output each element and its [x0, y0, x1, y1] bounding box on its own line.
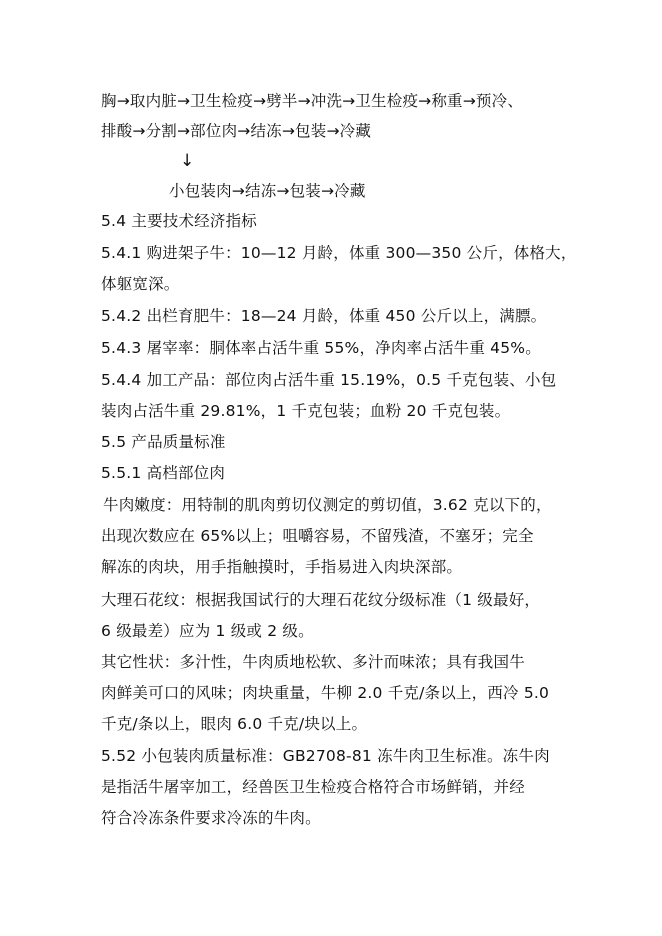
marbling-paragraph-line-1: 大理石花纹：根据我国试行的大理石花纹分级标准（1 级最好， [101, 591, 541, 609]
tenderness-paragraph-line-3: 解冻的肉块，用手指触摸时，手指易进入肉块深部。 [101, 558, 463, 576]
other-traits-line-3: 千克/条以上，眼肉 6.0 千克/块以上。 [101, 715, 368, 733]
section-heading-5-5: 5.5 产品质量标准 [101, 433, 226, 451]
process-flow-branch: 小包装肉→结冻→包装→冷藏 [169, 182, 366, 200]
tenderness-paragraph-line-1: 牛肉嫩度：用特制的肌肉剪切仪测定的剪切值，3.62 克以下的， [103, 496, 552, 514]
other-traits-line-1: 其它性状：多汁性，牛肉质地松软、多汁而味浓；具有我国牛 [101, 653, 525, 671]
tenderness-paragraph-line-2: 出现次数应在 65%以上；咀嚼容易，不留残渣，不塞牙；完全 [101, 527, 534, 545]
paragraph-5-4-4-line-1: 5.4.4 加工产品：部位肉占活牛重 15.19%，0.5 千克包装、小包 [101, 371, 557, 389]
process-flow-line-2: 排酸→分割→部位肉→结冻→包装→冷藏 [101, 122, 372, 140]
other-traits-line-2: 肉鲜美可口的风味；肉块重量，牛柳 2.0 千克/条以上，西冷 5.0 [101, 684, 550, 702]
paragraph-5-4-1-line-2: 体躯宽深。 [101, 275, 180, 293]
process-flow-line-1: 胸→取内脏→卫生检疫→劈半→冲洗→卫生检疫→称重→预冷、 [101, 92, 524, 110]
paragraph-5-4-4-line-2: 装肉占活牛重 29.81%，1 千克包装；血粉 20 千克包装。 [101, 402, 511, 420]
down-arrow-icon: ↓ [180, 151, 195, 171]
subsection-heading-5-5-1: 5.5.1 高档部位肉 [101, 464, 226, 482]
paragraph-5-4-1-line-1: 5.4.1 购进架子牛：10—12 月龄，体重 300—350 公斤，体格大， [101, 244, 577, 262]
paragraph-5-4-3: 5.4.3 屠宰率：胴体率占活牛重 55%，净肉率占活牛重 45%。 [101, 339, 541, 357]
paragraph-5-4-2: 5.4.2 出栏育肥牛：18—24 月龄，体重 450 公斤以上，满膘。 [101, 307, 547, 325]
small-package-standard-line-2: 是指活牛屠宰加工，经兽医卫生检疫合格符合市场鲜销，并经 [101, 778, 525, 796]
section-heading-5-4: 5.4 主要技术经济指标 [101, 212, 257, 230]
small-package-standard-line-3: 符合冷冻条件要求冷冻的牛肉。 [101, 809, 321, 827]
marbling-paragraph-line-2: 6 级最差）应为 1 级或 2 级。 [101, 622, 314, 640]
small-package-standard-line-1: 5.52 小包装肉质量标准：GB2708-81 冻牛肉卫生标准。冻牛肉 [101, 747, 550, 765]
